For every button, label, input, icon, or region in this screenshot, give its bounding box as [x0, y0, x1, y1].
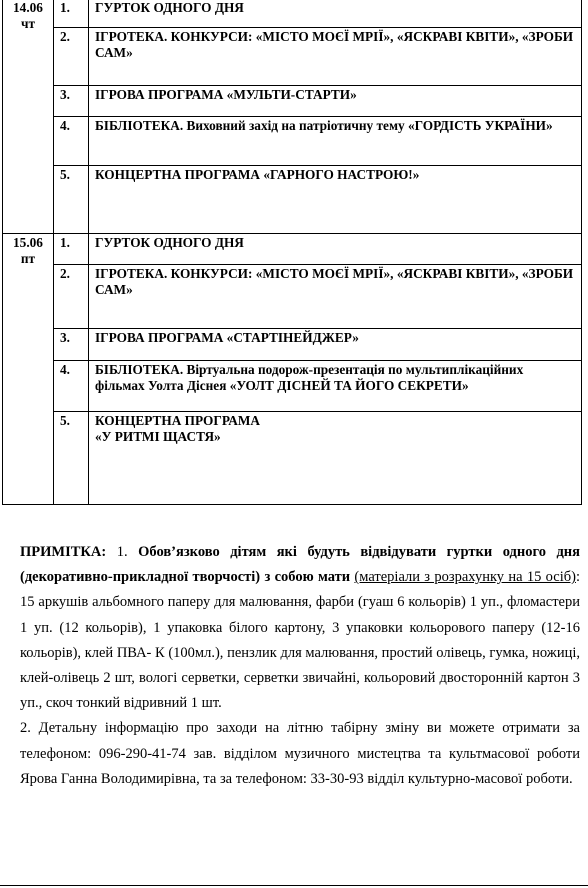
item-number: 3.: [54, 86, 89, 117]
table-row: [3, 28, 582, 86]
bottom-divider: [0, 885, 588, 886]
note-1-number: 1.: [116, 544, 128, 560]
date-label: 14.06: [13, 0, 43, 15]
item-title-line1: КОНЦЕРТНА ПРОГРАМА: [95, 413, 260, 428]
weekday-label: чт: [20, 16, 36, 31]
item-number: 2.: [54, 265, 89, 329]
table-row: [3, 117, 582, 166]
item-title: ІГРОВА ПРОГРАМА «МУЛЬТИ-СТАРТИ»: [89, 86, 582, 117]
item-number: 2.: [54, 28, 89, 86]
item-number: 3.: [54, 329, 89, 361]
item-title: ІГРОТЕКА. КОНКУРСИ: «МІСТО МОЄЇ МРІЇ», «ЯСКРАВІ КВІТИ», «ЗРОБИ САМ»: [89, 28, 582, 86]
date-cell: [3, 0, 54, 234]
date-label: 15.06: [13, 235, 43, 250]
note-1-underlined-text: (матеріали з розрахунку на 15 осіб): [354, 569, 576, 586]
item-number: 1.: [54, 0, 89, 28]
item-title: ІГРОВА ПРОГРАМА «СТАРТІНЕЙДЖЕР»: [89, 329, 582, 361]
note-label: ПРИМІТКА:: [20, 544, 107, 560]
note-1-materials-text: : 15 аркушів альбомного паперу для малювання, фарби (гуаш 6 кольорів) 1 уп., фломастери 1 уп. (12 кольорів), 1 упаковка білого картону, 3 упаковки кольорового паперу (12-16 кольорів), клей ПВА- К (100мл.), пензлик для малювання, простий олівець, гумка, ножиці, клей-олівець 2 шт, вологі серветки, серветки звичайні, кольоровий двосторонній картон 3 уп., скоч тонкий відривний 1 шт.: [20, 569, 580, 712]
item-title: [89, 412, 582, 505]
note-1: [20, 540, 580, 716]
item-title: ГУРТОК ОДНОГО ДНЯ: [89, 234, 582, 265]
item-title-line2: «У РИТМІ ЩАСТЯ»: [95, 429, 221, 444]
item-title: КОНЦЕРТНА ПРОГРАМА «ГАРНОГО НАСТРОЮ!»: [89, 166, 582, 234]
item-number: 5.: [54, 412, 89, 505]
weekday-label: пт: [20, 251, 36, 266]
schedule-table: [2, 0, 582, 505]
note-1-bold-text: Обов’язково дітям які будуть відвідувати гуртки одного дня (декоративно-прикладної творчості) з собою мати: [20, 544, 580, 586]
item-number: 1.: [54, 234, 89, 265]
table-row: [3, 412, 582, 505]
item-title: ІГРОТЕКА. КОНКУРСИ: «МІСТО МОЄЇ МРІЇ», «ЯСКРАВІ КВІТИ», «ЗРОБИ САМ»: [89, 265, 582, 329]
table-row: [3, 361, 582, 412]
table-row: [3, 265, 582, 329]
item-title: ГУРТОК ОДНОГО ДНЯ: [89, 0, 582, 28]
item-number: 4.: [54, 117, 89, 166]
table-row: [3, 234, 582, 265]
note-2: 2. Детальну інформацію про заходи на літню табірну зміну ви можете отримати за телефоном: 096-290-41-74 зав. відділом музичного мистецтва та культмасової роботи Ярова Ганна Володимирівна, та за телефоном: 33-30-93 відділ культурно-масової роботи.: [20, 720, 580, 787]
date-cell: [3, 234, 54, 505]
item-title: БІБЛІОТЕКА. Виховний захід на патріотичну тему «ГОРДІСТЬ УКРАЇНИ»: [89, 117, 582, 166]
table-row: [3, 166, 582, 234]
table-row: [3, 0, 582, 28]
item-number: 4.: [54, 361, 89, 412]
notes-section: [20, 540, 580, 792]
table-row: [3, 329, 582, 361]
item-title: БІБЛІОТЕКА. Віртуальна подорож-презентація по мультиплікаційних фільмах Уолта Діснея «УОЛТ ДІСНЕЙ ТА ЙОГО СЕКРЕТИ»: [89, 361, 582, 412]
table-row: [3, 86, 582, 117]
item-number: 5.: [54, 166, 89, 234]
